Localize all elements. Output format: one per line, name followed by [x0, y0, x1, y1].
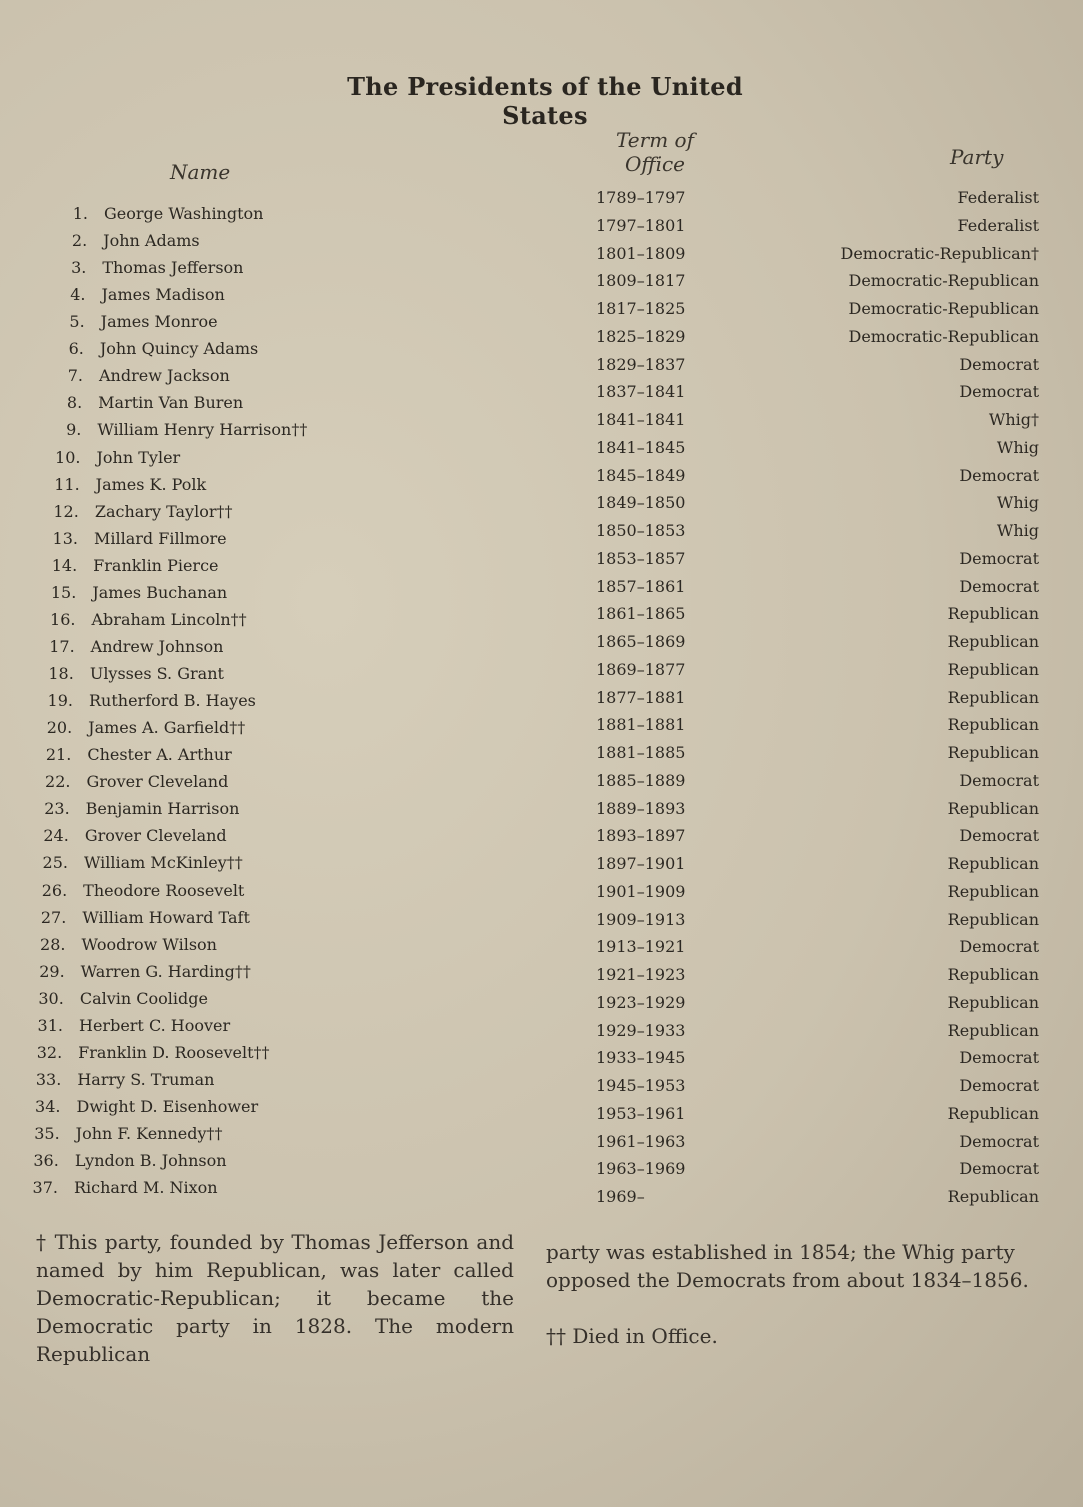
president-name: Herbert C. Hoover	[79, 1015, 231, 1035]
term-of-office: 1825–1829	[596, 326, 686, 346]
president-number: 18.	[48, 664, 74, 684]
president-name: Dwight D. Eisenhower	[76, 1096, 259, 1116]
term-of-office: 1850–1853	[596, 521, 686, 540]
party: Democrat	[959, 1159, 1039, 1179]
column-header-term-line2: Office	[625, 152, 685, 176]
term-of-office: 1909–1913	[596, 909, 686, 929]
party: Federalist	[957, 188, 1039, 207]
party: Democratic-Republican	[848, 271, 1039, 291]
president-number: 16.	[50, 609, 76, 629]
president-name: James Madison	[101, 285, 225, 305]
party: Democrat	[959, 1076, 1039, 1095]
president-number: 24.	[43, 826, 69, 846]
president-number: 8.	[66, 393, 83, 413]
term-of-office: 1897–1901	[596, 854, 686, 873]
term-of-office: 1969–	[596, 1187, 645, 1206]
party: Democrat	[959, 1131, 1039, 1151]
party: Democratic-Republican	[848, 326, 1039, 346]
term-of-office: 1869–1877	[596, 659, 686, 679]
president-name: John Quincy Adams	[99, 339, 259, 359]
term-of-office: 1885–1889	[596, 770, 686, 790]
term-of-office: 1853–1857	[596, 548, 686, 568]
president-name: Theodore Roosevelt	[83, 880, 245, 900]
term-of-office: 1929–1933	[596, 1020, 686, 1040]
party: Republican	[947, 854, 1039, 873]
president-name: Ulysses S. Grant	[89, 664, 224, 684]
party: Republican	[947, 965, 1039, 984]
party: Democrat	[959, 548, 1039, 568]
president-name: Benjamin Harrison	[85, 799, 240, 819]
party: Democrat	[959, 465, 1039, 485]
president-number: 31.	[37, 1015, 63, 1035]
president-number: 9.	[66, 420, 82, 440]
term-of-office: 1893–1897	[596, 826, 686, 846]
president-name: Andrew Jackson	[99, 366, 230, 386]
term-of-office: 1923–1929	[596, 992, 686, 1012]
party: Democrat	[959, 937, 1039, 957]
term-of-office: 1789–1797	[596, 188, 686, 207]
president-number: 5.	[69, 312, 85, 332]
president-name: Warren G. Harding††	[80, 961, 251, 981]
term-of-office: 1953–1961	[596, 1103, 686, 1123]
president-number: 15.	[50, 582, 77, 602]
term-of-office: 1837–1841	[596, 382, 686, 402]
president-number: 6.	[68, 339, 84, 359]
party: Democrat	[959, 826, 1039, 846]
term-of-office: 1845–1849	[596, 465, 686, 485]
president-name: John F. Kennedy††	[75, 1124, 223, 1144]
party: Republican	[947, 632, 1039, 651]
president-number: 19.	[47, 691, 73, 711]
footnote-party-history-continued: party was established in 1854; the Whig party opposed the Democrats from about 1834–1856.	[546, 1240, 1029, 1292]
president-number: 25.	[42, 853, 68, 873]
party: Republican	[947, 687, 1039, 707]
president-number: 33.	[35, 1069, 62, 1089]
party: Republican	[947, 992, 1039, 1012]
president-name: Grover Cleveland	[84, 826, 227, 846]
president-name: William Howard Taft	[82, 907, 250, 927]
term-of-office: 1961–1963	[596, 1131, 686, 1151]
party: Whig	[996, 521, 1039, 540]
party: Republican	[947, 798, 1039, 818]
president-number: 14.	[51, 555, 78, 575]
president-number: 32.	[36, 1042, 63, 1062]
party: Republican	[947, 604, 1039, 624]
president-name: John Tyler	[96, 447, 181, 467]
president-name: Franklin D. Roosevelt††	[78, 1042, 270, 1062]
president-number: 11.	[54, 474, 80, 494]
term-of-office: 1797–1801	[596, 215, 686, 235]
president-number: 13.	[52, 528, 78, 548]
term-of-office: 1877–1881	[596, 687, 686, 707]
page-title: The Presidents of the United States	[347, 72, 743, 130]
president-number: 23.	[44, 799, 70, 819]
column-header-term	[600, 128, 710, 176]
president-number: 26.	[41, 880, 68, 900]
term-of-office: 1963–1969	[596, 1159, 686, 1179]
president-number: 37.	[32, 1178, 58, 1198]
term-of-office: 1861–1865	[596, 604, 686, 624]
term-of-office: 1801–1809	[596, 243, 686, 263]
party: Republican	[947, 1020, 1039, 1040]
president-name: Zachary Taylor††	[94, 501, 233, 521]
president-number: 27.	[40, 907, 67, 927]
president-number: 7.	[67, 366, 83, 386]
president-number: 21.	[45, 745, 72, 765]
president-name: Chester A. Arthur	[87, 745, 232, 765]
party: Republican	[947, 1187, 1039, 1206]
party: Republican	[947, 743, 1039, 762]
party: Republican	[947, 1103, 1039, 1123]
president-number: 36.	[33, 1151, 59, 1171]
president-name: Calvin Coolidge	[79, 988, 208, 1008]
president-name: William Henry Harrison††	[97, 420, 308, 440]
term-of-office: 1889–1893	[596, 798, 686, 818]
president-number: 20.	[46, 718, 73, 738]
party: Whig†	[988, 410, 1039, 429]
column-header-party: Party	[950, 145, 1004, 169]
footnote-died-in-office: †† Died in Office.	[546, 1324, 718, 1348]
term-of-office: 1849–1850	[596, 493, 686, 513]
term-of-office: 1945–1953	[596, 1076, 686, 1095]
party: Republican	[947, 659, 1039, 679]
president-number: 1.	[72, 204, 88, 223]
party: Democrat	[959, 382, 1039, 402]
president-name: Harry S. Truman	[77, 1069, 215, 1089]
footnote-party-history: † This party, founded by Thomas Jefferson and named by him Republican, was later called Democratic-Republican; it became the Democratic party in 1828. The modern Republican	[36, 1230, 514, 1366]
term-of-office: 1901–1909	[596, 881, 686, 901]
president-number: 12.	[53, 501, 79, 521]
party: Democrat	[959, 1048, 1039, 1068]
party: Whig	[996, 437, 1039, 457]
president-name: Andrew Johnson	[90, 636, 224, 656]
term-of-office: 1913–1921	[596, 937, 686, 957]
president-name: James K. Polk	[95, 474, 207, 494]
president-name: William McKinley††	[84, 853, 243, 873]
president-name: George Washington	[104, 204, 264, 223]
president-number: 29.	[39, 961, 65, 981]
president-number: 34.	[35, 1096, 61, 1116]
president-name: Grover Cleveland	[86, 772, 229, 792]
column-header-term-line1: Term of	[616, 128, 694, 152]
party: Democrat	[959, 354, 1039, 374]
president-number: 10.	[55, 447, 81, 467]
term-of-office: 1933–1945	[596, 1048, 686, 1068]
president-name: John Adams	[103, 231, 200, 251]
president-number: 28.	[40, 934, 66, 954]
president-number: 3.	[71, 258, 87, 278]
term-of-office: 1881–1885	[596, 743, 686, 762]
president-number: 2.	[71, 231, 88, 251]
party: Republican	[947, 881, 1039, 901]
president-name: Martin Van Buren	[98, 393, 244, 413]
column-header-name: Name	[170, 160, 231, 184]
president-name: James Buchanan	[92, 582, 228, 602]
president-number: 4.	[70, 285, 86, 305]
president-name: Thomas Jefferson	[102, 258, 244, 278]
party: Democrat	[959, 770, 1039, 790]
president-number: 17.	[49, 636, 75, 656]
party: Federalist	[957, 215, 1039, 235]
term-of-office: 1865–1869	[596, 632, 686, 651]
term-of-office: 1841–1845	[596, 437, 686, 457]
term-of-office: 1921–1923	[596, 965, 686, 984]
president-name: James Monroe	[100, 312, 218, 332]
president-number: 35.	[34, 1124, 60, 1144]
party: Democratic-Republican	[848, 299, 1039, 318]
president-number: 22.	[45, 772, 71, 792]
president-name: Richard M. Nixon	[74, 1178, 218, 1198]
president-name: Abraham Lincoln††	[91, 609, 247, 629]
term-of-office: 1841–1841	[596, 410, 686, 429]
party: Republican	[947, 715, 1039, 735]
party: Whig	[996, 493, 1039, 513]
term-of-office: 1829–1837	[596, 354, 686, 374]
party: Democrat	[959, 576, 1039, 596]
president-name: Woodrow Wilson	[81, 934, 217, 954]
term-of-office: 1857–1861	[596, 576, 686, 596]
president-number: 30.	[38, 988, 64, 1008]
term-of-office: 1809–1817	[596, 271, 686, 291]
party: Democratic-Republican†	[840, 243, 1039, 263]
term-of-office: 1881–1881	[596, 715, 686, 735]
president-name: Lyndon B. Johnson	[74, 1151, 227, 1171]
president-name: James A. Garfield††	[88, 718, 246, 738]
party: Republican	[947, 909, 1039, 929]
president-name: Millard Fillmore	[94, 528, 227, 548]
president-name: Rutherford B. Hayes	[89, 691, 256, 711]
president-name: Franklin Pierce	[93, 555, 219, 575]
term-of-office: 1817–1825	[596, 299, 686, 318]
